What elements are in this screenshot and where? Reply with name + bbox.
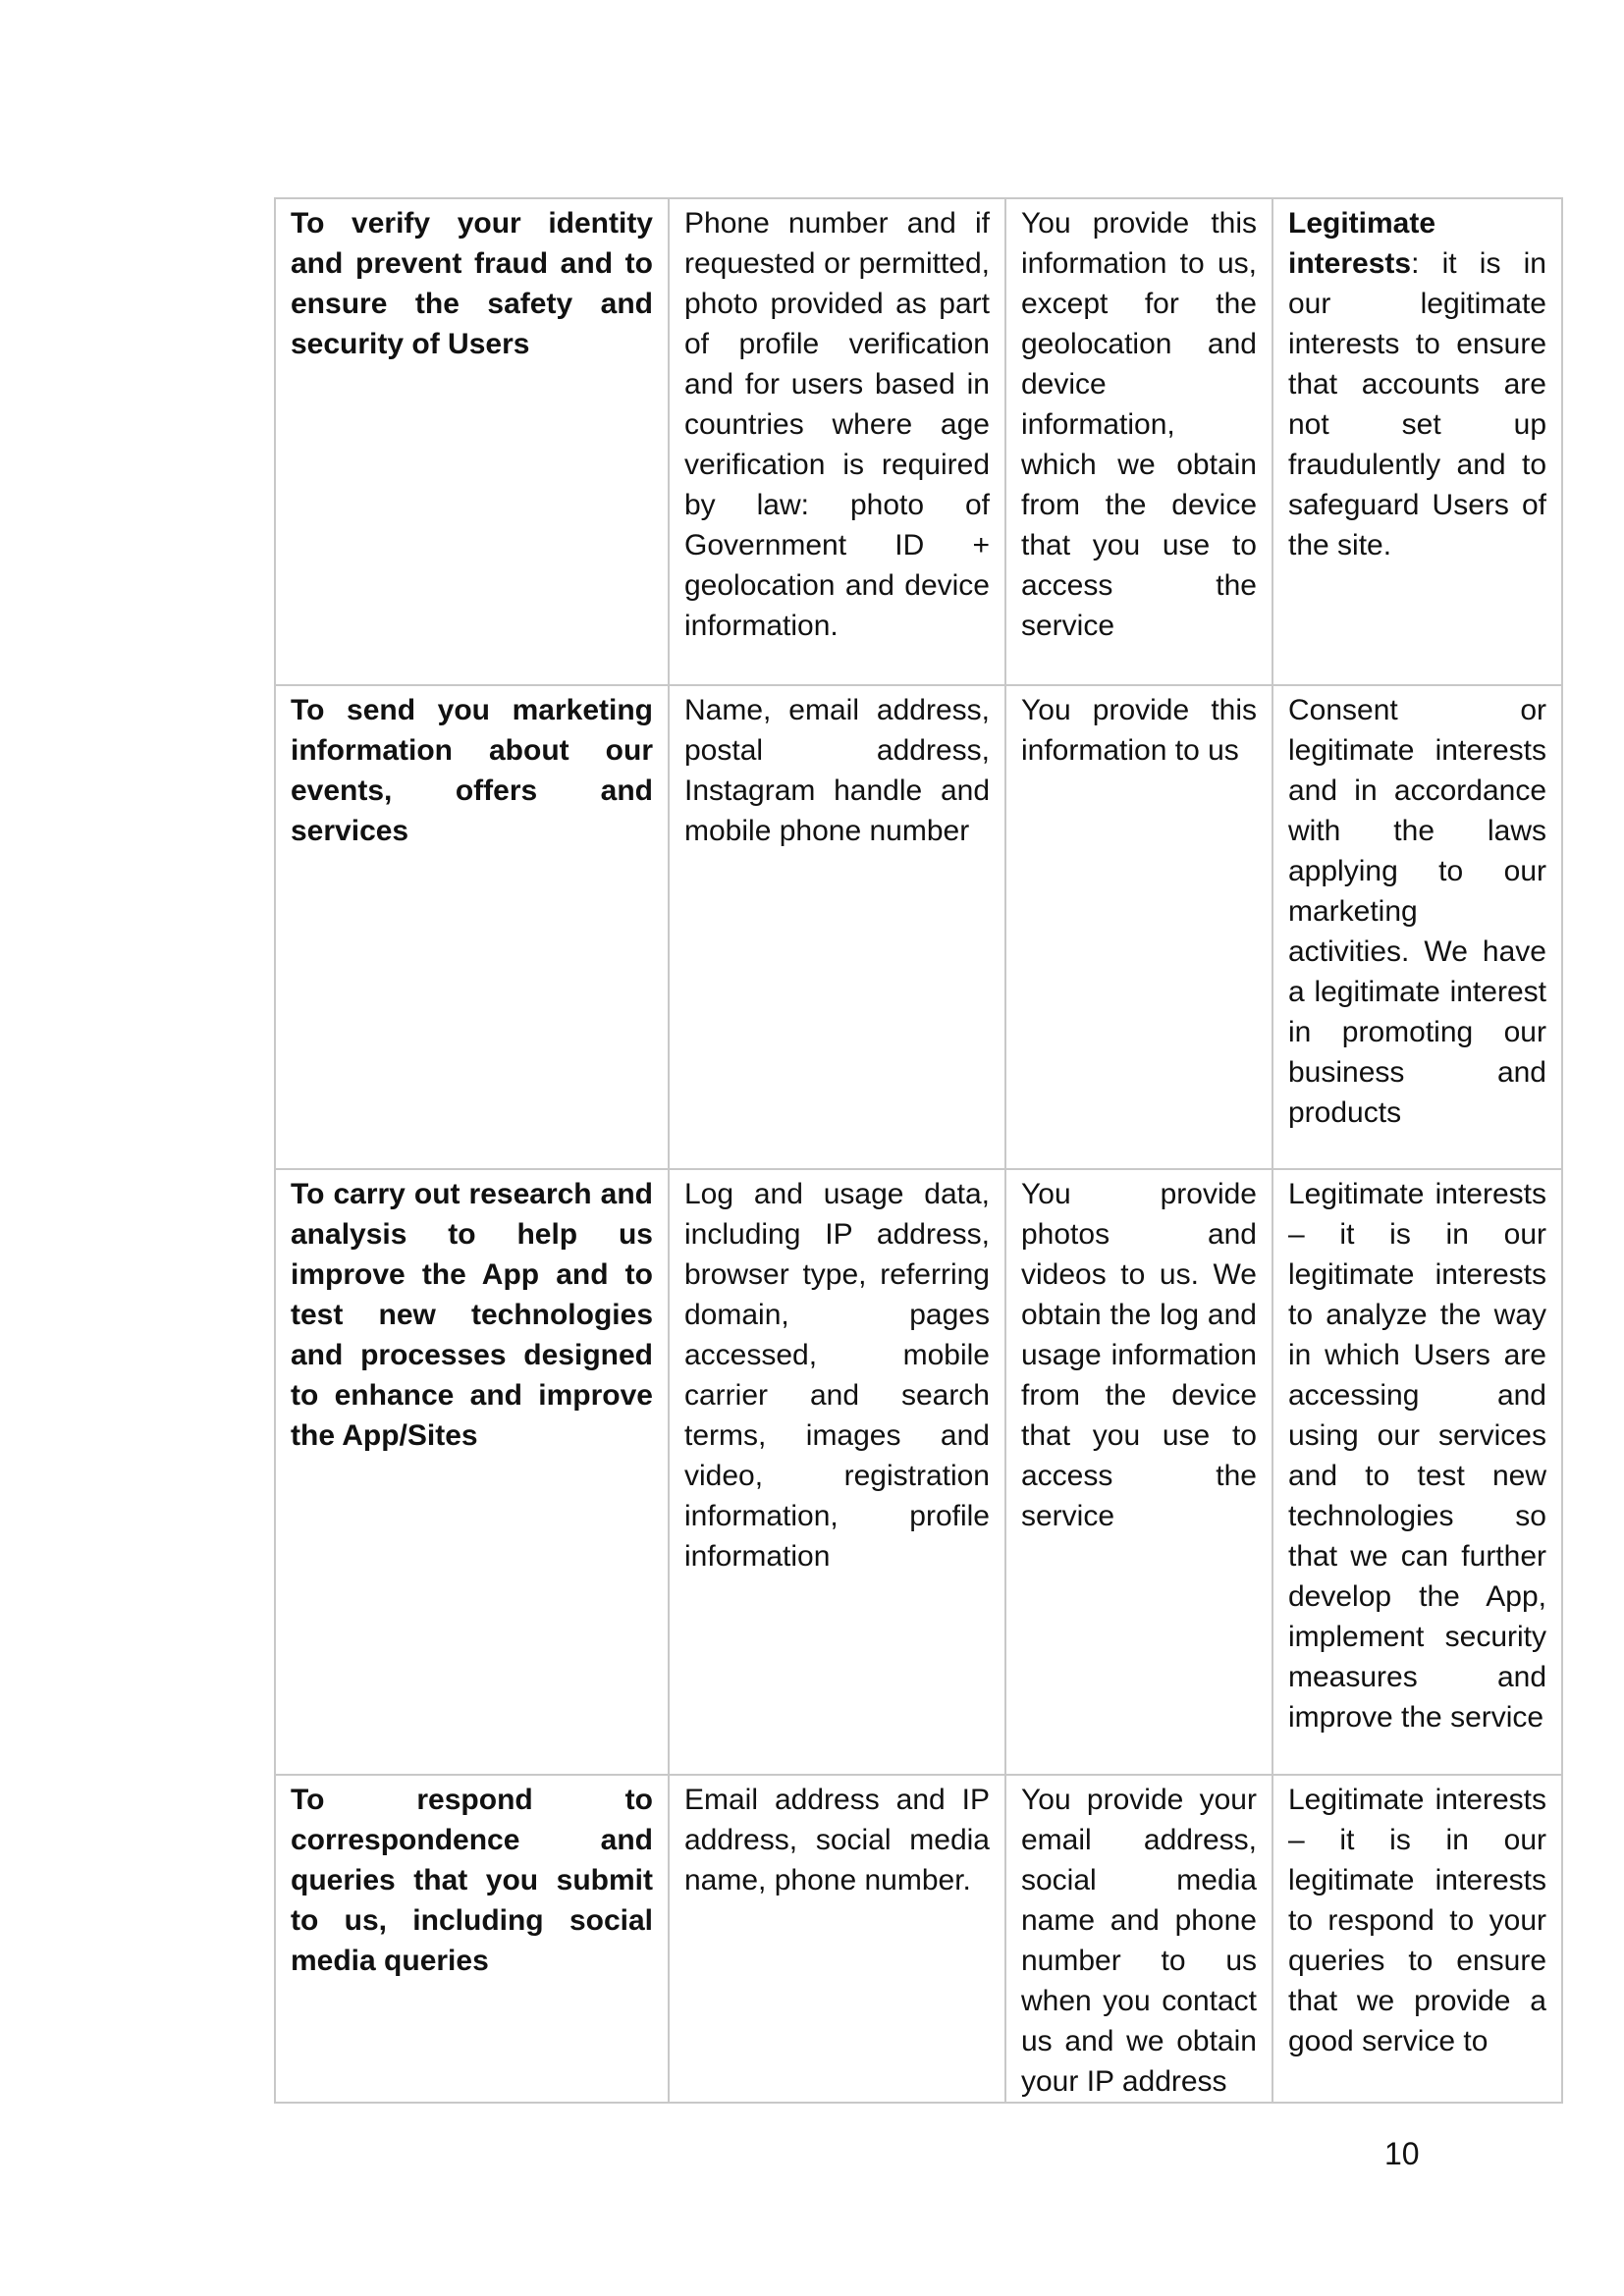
source-cell: You provide this information to us	[1005, 685, 1272, 1169]
data-cell: Phone number and if requested or permitted, photo provided as part of profile verification and for users based in countries where age verification is required by law: photo of Government ID + geolocation and device information.	[669, 198, 1005, 685]
data-cell: Email address and IP address, social media name, phone number.	[669, 1775, 1005, 2103]
data-cell: Log and usage data, including IP address, browser type, referring domain, pages accessed, mobile carrier and search terms, images and video, registration information, profile information	[669, 1169, 1005, 1775]
legal-basis-cell: Legitimate interests – it is in our legitimate interests to respond to your queries to ensure that we provide a good service to	[1272, 1775, 1562, 2103]
processing-purposes-table	[274, 197, 1563, 2104]
data-cell: Name, email address, postal address, Instagram handle and mobile phone number	[669, 685, 1005, 1169]
page-number: 10	[1384, 2136, 1420, 2171]
table-row	[275, 198, 1562, 685]
purpose-cell: To respond to correspondence and queries that you submit to us, including social media queries	[275, 1775, 669, 2103]
source-cell: You provide this information to us, except for the geolocation and device information, which we obtain from the device that you use to access the service	[1005, 198, 1272, 685]
legal-basis-cell: Consent or legitimate interests and in accordance with the laws applying to our marketing activities. We have a legitimate interest in promoting our business and products	[1272, 685, 1562, 1169]
table-row	[275, 1169, 1562, 1775]
legal-basis-cell	[1272, 198, 1562, 685]
purpose-cell: To verify your identity and prevent fraud and to ensure the safety and security of Users	[275, 198, 669, 685]
source-cell: You provide photos and videos to us. We obtain the log and usage information from the device that you use to access the service	[1005, 1169, 1272, 1775]
purpose-cell: To carry out research and analysis to help us improve the App and to test new technologies and processes designed to enhance and improve the App/Sites	[275, 1169, 669, 1775]
purpose-cell: To send you marketing information about our events, offers and services	[275, 685, 669, 1169]
source-cell: You provide your email address, social media name and phone number to us when you contact us and we obtain your IP address	[1005, 1775, 1272, 2103]
legal-basis-cell: Legitimate interests – it is in our legitimate interests to analyze the way in which Users are accessing and using our services and to test new technologies so that we can further develop the App, implement security measures and improve the service	[1272, 1169, 1562, 1775]
table-row	[275, 685, 1562, 1169]
legal-basis-heading: Legitimate interests	[1288, 207, 1436, 280]
legal-basis-text: : it is in our legitimate interests to ensure that accounts are not set up fraudulently and to safeguard Users of the site.	[1288, 247, 1546, 561]
table-row	[275, 1775, 1562, 2103]
